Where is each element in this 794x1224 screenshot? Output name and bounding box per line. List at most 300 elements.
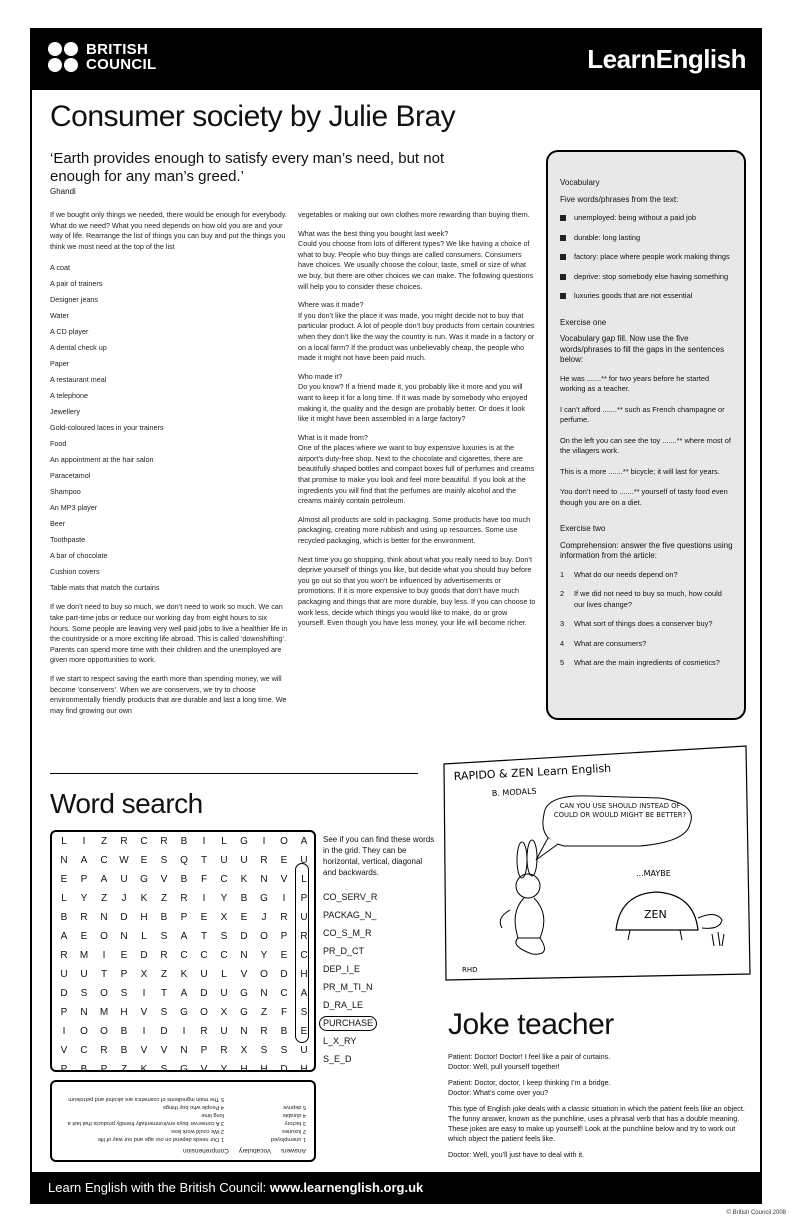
grid-row: [52, 1061, 314, 1079]
grid-letter[interactable]: M: [79, 950, 89, 961]
clue-text: PR_D_CT: [323, 946, 365, 956]
grid-letter[interactable]: S: [160, 855, 168, 866]
joke-line: This type of English joke deals with a classic situation in which the patient feels like an object. The funny answer, known as the punchline, uses a phrasal verb that has a double meaning. These jokes are easy to make up yourself! Look at the punchline below and try to work out which object the patient feels like.: [448, 1104, 745, 1143]
grid-letter[interactable]: R: [260, 855, 268, 866]
grid-letter[interactable]: R: [80, 912, 88, 923]
grid-letter[interactable]: V: [200, 1064, 208, 1075]
grid-letter[interactable]: N: [80, 1007, 88, 1018]
british-council-dots-icon: [48, 42, 78, 72]
vocab-heading: Vocabulary: [560, 178, 600, 187]
joke-line: Doctor: Well, you’ll just have to deal with it.: [448, 1150, 585, 1159]
joke-line: Patient: Doctor! Doctor! I feel like a pair of curtains.: [448, 1052, 611, 1061]
grid-letter[interactable]: C: [200, 950, 208, 961]
grid-letter[interactable]: V: [280, 874, 288, 885]
grid-letter[interactable]: V: [140, 1007, 148, 1018]
grid-letter[interactable]: O: [80, 1026, 88, 1037]
answer-comp-item: 1 Our needs depend on our age and our way of life: [97, 1136, 224, 1142]
vocabulary-box: [546, 150, 746, 720]
best-body: Could you choose from lots of different types? We like having a choice of what to buy. People who buy things are called consumers. Consumers have choices. We usually choose the colour, taste, smell or size of what we buy, but there are other choices we can make. The following questions will help you to consider these choices.: [298, 239, 534, 291]
exercise2-questions: [560, 570, 734, 669]
grid-row: [52, 909, 314, 927]
learn-english-logo[interactable]: LearnEnglish: [587, 44, 746, 74]
grid-letter[interactable]: U: [80, 969, 88, 980]
grid-letter[interactable]: R: [220, 1045, 228, 1056]
grid-letter[interactable]: R: [300, 931, 308, 942]
question-number: 3: [560, 619, 565, 628]
grid-letter[interactable]: U: [120, 874, 128, 885]
grid-letter[interactable]: K: [180, 969, 188, 980]
grid-row: [52, 947, 314, 965]
grid-letter[interactable]: E: [280, 950, 288, 961]
grid-letter[interactable]: T: [160, 988, 168, 999]
exercise2-heading: Exercise two: [560, 524, 606, 533]
best-heading: What was the best thing you bought last week?: [298, 228, 449, 238]
list-item: A telephone: [50, 391, 88, 401]
grid-letter[interactable]: N: [240, 950, 248, 961]
grid-letter[interactable]: U: [200, 969, 208, 980]
grid-letter[interactable]: B: [60, 912, 68, 923]
grid-letter[interactable]: I: [102, 950, 106, 961]
grid-letter[interactable]: B: [80, 1064, 88, 1075]
grid-row: [52, 966, 314, 984]
grid-letter[interactable]: X: [240, 1045, 248, 1056]
gap-fill-sentence: On the left you can see the toy .......** where most of the villagers work.: [560, 435, 731, 455]
list-item: A dental check up: [50, 343, 107, 353]
grid-letter[interactable]: M: [99, 1007, 109, 1018]
grid-letter[interactable]: G: [260, 893, 268, 904]
grid-letter[interactable]: N: [120, 931, 128, 942]
grid-letter[interactable]: G: [240, 1007, 248, 1018]
footer-bar: [30, 1172, 762, 1204]
vocab-term: factory: place where people work making things: [560, 252, 734, 263]
cartoon-title: RAPIDO & ZEN Learn English: [453, 761, 612, 783]
word-search-clue: [323, 978, 377, 996]
grid-letter[interactable]: A: [60, 931, 68, 942]
question-text: What are consumers?: [574, 638, 647, 648]
grid-letter[interactable]: P: [180, 912, 188, 923]
grid-letter[interactable]: C: [100, 855, 108, 866]
grid-letter[interactable]: U: [220, 988, 228, 999]
grid-letter[interactable]: D: [280, 1064, 288, 1075]
comprehension-question: [560, 619, 734, 630]
grid-letter[interactable]: P: [280, 931, 288, 942]
word-search-clue: [323, 924, 377, 942]
grid-letter[interactable]: Y: [220, 893, 228, 904]
grid-letter[interactable]: Z: [100, 893, 108, 904]
exercise1-sentences: [560, 374, 734, 509]
clue-text: PURCHASE: [319, 1016, 377, 1031]
list-item: Paracetamol: [50, 471, 91, 481]
vocab-term: luxuries goods that are not essential: [560, 291, 734, 302]
joke-title: Joke teacher: [448, 1008, 614, 1041]
vocab-term: deprive: stop somebody else having something: [560, 272, 734, 283]
grid-letter[interactable]: A: [100, 874, 108, 885]
word-search-clue: [323, 906, 377, 924]
grid-letter[interactable]: R: [100, 1045, 108, 1056]
grid-letter[interactable]: O: [260, 969, 268, 980]
grid-letter[interactable]: A: [80, 855, 88, 866]
grid-letter[interactable]: O: [100, 988, 108, 999]
grid-letter[interactable]: S: [220, 931, 228, 942]
grid-letter[interactable]: O: [100, 1026, 108, 1037]
list-item: Cushion covers: [50, 567, 100, 577]
footer-text: Learn English with the British Council:: [48, 1180, 267, 1195]
grid-letter[interactable]: U: [300, 855, 308, 866]
cartoon-signature: RHD: [462, 966, 478, 974]
where-heading: Where was it made?: [298, 300, 364, 310]
clue-text: L_X_RY: [323, 1036, 357, 1046]
grid-letter[interactable]: I: [202, 836, 206, 847]
clue-text: DEP_I_E: [323, 964, 361, 974]
grid-letter[interactable]: D: [240, 931, 248, 942]
grid-letter[interactable]: L: [221, 969, 227, 980]
grid-letter[interactable]: R: [180, 893, 188, 904]
grid-letter[interactable]: X: [220, 1007, 228, 1018]
grid-letter[interactable]: S: [80, 988, 88, 999]
grid-letter[interactable]: V: [160, 874, 168, 885]
word-search-title: Word search: [50, 788, 203, 819]
grid-letter[interactable]: R: [60, 950, 68, 961]
clue-text: CO_S_M_R: [323, 928, 372, 938]
comprehension-question: [560, 658, 734, 669]
grid-letter[interactable]: S: [260, 1045, 268, 1056]
grid-letter[interactable]: X: [140, 969, 148, 980]
grid-letter[interactable]: N: [60, 855, 68, 866]
grid-letter[interactable]: X: [220, 912, 228, 923]
intro-paragraph: If we bought only things we needed, there would be enough for everybody. What do we need? What you need depends on how old you are and your way of life. Rearrange the list of things you can buy and put the things you think we most need at the top of the list: [50, 210, 287, 251]
question-text: What sort of things does a conserver buy?: [574, 619, 713, 628]
grid-row: [52, 890, 314, 908]
clue-text: CO_SERV_R: [323, 892, 378, 902]
grid-letter[interactable]: G: [180, 1007, 188, 1018]
grid-row: [52, 852, 314, 870]
grid-letter[interactable]: G: [240, 988, 248, 999]
answers-vocab-heading: Vocabulary: [238, 1147, 272, 1154]
grid-letter[interactable]: Y: [260, 950, 268, 961]
grid-letter[interactable]: D: [120, 912, 128, 923]
word-search-word-list: [323, 888, 377, 1068]
grid-letter[interactable]: A: [180, 988, 188, 999]
answer-vocab-item: 2 luxuries: [282, 1128, 306, 1134]
list-item: Table mats that match the curtains: [50, 583, 160, 593]
grid-letter[interactable]: B: [180, 874, 188, 885]
grid-letter[interactable]: R: [120, 836, 128, 847]
grid-letter[interactable]: H: [300, 969, 308, 980]
answers-box: [50, 1080, 316, 1162]
header-bar: [30, 28, 762, 90]
answer-vocab-item: 4 durable: [282, 1112, 306, 1118]
grid-letter[interactable]: R: [280, 912, 288, 923]
grid-letter[interactable]: B: [120, 1026, 128, 1037]
grid-letter[interactable]: L: [141, 931, 147, 942]
answers-heading: Answers: [281, 1147, 306, 1154]
grid-letter[interactable]: C: [300, 950, 308, 961]
list-item: A CD player: [50, 327, 89, 337]
grid-letter[interactable]: U: [220, 1026, 228, 1037]
shopping-paragraph: Next time you go shopping, think about what you really need to buy. Don’t deprive yourself of things you like, but decide what you should buy before you go out so that you won’t be influenced by advertisements or promotions. If it is more expensive to buy goods that don’t have much packaging and things that are more durable, buy less. If you can choose to work less, decide which things you would like to make, do or grow yourself. Even though you have less money, your life will become richer.: [298, 554, 536, 628]
grid-letter[interactable]: G: [240, 836, 248, 847]
grid-letter[interactable]: I: [182, 1026, 186, 1037]
grid-letter[interactable]: Z: [160, 893, 168, 904]
grid-letter[interactable]: P: [200, 1045, 208, 1056]
grid-letter[interactable]: E: [300, 1026, 308, 1037]
grid-letter[interactable]: Z: [100, 836, 108, 847]
joke-line: Doctor: What’s come over you?: [448, 1088, 549, 1097]
grid-letter[interactable]: G: [140, 874, 148, 885]
grid-letter[interactable]: S: [160, 1007, 168, 1018]
word-search-clue: [323, 960, 377, 978]
grid-letter[interactable]: U: [60, 969, 68, 980]
grid-letter[interactable]: D: [140, 950, 148, 961]
grid-letter[interactable]: R: [160, 950, 168, 961]
grid-letter[interactable]: K: [140, 1064, 148, 1075]
footer-url[interactable]: www.learnenglish.org.uk: [269, 1180, 424, 1195]
grid-letter[interactable]: E: [280, 855, 288, 866]
conservers-paragraph: If we start to respect saving the earth more than spending money, we will become ‘conservers’. When we are conservers, we try to choose environmentally friendly products that are durable and last a long time. We may find growing our own: [50, 673, 287, 715]
comprehension-question: [560, 589, 734, 610]
grid-letter[interactable]: B: [280, 1026, 288, 1037]
question-text: What do our needs depend on?: [574, 569, 678, 579]
grid-letter[interactable]: V: [240, 969, 248, 980]
grid-letter[interactable]: F: [280, 1007, 288, 1018]
grid-letter[interactable]: D: [280, 969, 288, 980]
grid-letter[interactable]: B: [240, 893, 248, 904]
grid-letter[interactable]: C: [220, 874, 228, 885]
list-item: A restaurant meal: [50, 375, 107, 385]
grid-letter[interactable]: P: [300, 893, 308, 904]
who-heading: Who made it?: [298, 371, 343, 381]
grid-letter[interactable]: D: [160, 1026, 168, 1037]
list-item: Jewellery: [50, 407, 80, 417]
grid-letter[interactable]: T: [200, 931, 208, 942]
british-council-line2: COUNCIL: [86, 56, 157, 73]
grid-letter[interactable]: V: [140, 1045, 148, 1056]
cartoon-speech: CAN YOU USE SHOULD INSTEAD OF COULD OR WOULD MIGHT BE BETTER?: [553, 802, 687, 819]
question-number: 1: [560, 569, 565, 579]
word-search-clue: [323, 942, 377, 960]
list-item: A coat: [50, 263, 70, 273]
grid-letter[interactable]: N: [260, 874, 268, 885]
grid-letter[interactable]: C: [180, 950, 188, 961]
grid-letter[interactable]: L: [61, 836, 67, 847]
gap-fill-sentence: This is a more .......** bicycle; it will last for years.: [560, 466, 720, 476]
grid-letter[interactable]: U: [240, 855, 248, 866]
grid-letter[interactable]: K: [140, 893, 148, 904]
grid-row: [52, 928, 314, 946]
copyright: © British Council 2008: [726, 1210, 786, 1216]
word-search-clue: [323, 996, 377, 1014]
grid-letter[interactable]: C: [80, 1045, 88, 1056]
grid-letter[interactable]: H: [140, 912, 148, 923]
grid-letter[interactable]: S: [300, 1007, 308, 1018]
list-item: An appointment at the hair salon: [50, 455, 154, 465]
exercise1-instructions: Vocabulary gap fill. Now use the five words/phrases to fill the gaps in the sentences below:: [560, 334, 725, 364]
list-item: A pair of trainers: [50, 279, 103, 289]
grid-letter[interactable]: I: [142, 1026, 146, 1037]
grid-letter[interactable]: B: [160, 912, 168, 923]
grid-letter[interactable]: P: [100, 1064, 108, 1075]
list-item: Gold-coloured laces in your trainers: [50, 423, 164, 433]
grid-row: [52, 1004, 314, 1022]
grid-letter[interactable]: E: [200, 912, 208, 923]
cartoon-reply: ...MAYBE: [636, 869, 671, 878]
grid-letter[interactable]: E: [60, 874, 68, 885]
answers-comp-heading: Comprehension: [183, 1147, 229, 1154]
grid-letter[interactable]: I: [62, 1026, 66, 1037]
grid-letter[interactable]: Z: [120, 1064, 128, 1075]
grid-letter[interactable]: K: [240, 874, 248, 885]
grid-letter[interactable]: N: [100, 912, 108, 923]
grid-letter[interactable]: U: [300, 1045, 308, 1056]
grid-letter[interactable]: Z: [260, 1007, 268, 1018]
grid-letter[interactable]: O: [280, 836, 288, 847]
grid-letter[interactable]: A: [180, 931, 188, 942]
list-item: An MP3 player: [50, 503, 98, 513]
grid-letter[interactable]: R: [160, 836, 168, 847]
downshift-paragraph: If we don’t need to buy so much, we don’t need to work so much. We can take part-time jobs or reduce our working day from eight hours to six hours. Some people are leaving very well paid jobs to live a healthier life in the countryside or a more exciting life abroad. This is called ‘downshifting’. Parents can spend more time with their children and the unemployed are given more opportunities to work.: [50, 602, 288, 665]
vocab-term: unemployed: being without a paid job: [560, 213, 734, 224]
grid-letter[interactable]: O: [260, 931, 268, 942]
grid-letter[interactable]: E: [140, 855, 148, 866]
grid-letter[interactable]: A: [300, 988, 308, 999]
grid-letter[interactable]: I: [282, 893, 286, 904]
exercise2-instructions: Comprehension: answer the five questions using information from the article:: [560, 540, 733, 560]
grid-letter[interactable]: H: [120, 1007, 128, 1018]
grid-letter[interactable]: S: [120, 988, 128, 999]
grid-letter[interactable]: H: [240, 1064, 248, 1075]
where-body: If you don’t like the place it was made, you might decide not to buy that particular product. A lot of people don’t buy products from certain countries when they don’t like the way the country is run. Was it made in a factory or on a local farm? If the product was unbelievably cheap, the people who made it might not have been paid much.: [298, 310, 535, 363]
col2-start: vegetables or making our own clothes more rewarding than buying them.: [298, 210, 530, 219]
answer-vocab-item: 3 factory: [284, 1120, 306, 1126]
grid-letter[interactable]: B: [180, 836, 188, 847]
grid-letter[interactable]: S: [160, 1064, 168, 1075]
grid-letter[interactable]: S: [280, 1045, 288, 1056]
british-council-line1: BRITISH: [86, 41, 149, 58]
grid-letter[interactable]: W: [119, 855, 129, 866]
british-council-logo[interactable]: [48, 42, 156, 72]
grid-letter[interactable]: P: [60, 1007, 68, 1018]
grid-letter[interactable]: S: [160, 931, 168, 942]
cartoon-shell-label: ZEN: [644, 908, 667, 921]
gap-fill-sentence: He was .......** for two years before he started working as a teacher.: [560, 373, 710, 393]
question-number: 2: [560, 589, 565, 598]
grid-letter[interactable]: Y: [80, 893, 88, 904]
grid-letter[interactable]: H: [300, 1064, 308, 1075]
grid-letter[interactable]: L: [301, 874, 307, 885]
list-item: Shampoo: [50, 487, 81, 497]
grid-letter[interactable]: R: [260, 1026, 268, 1037]
list-item: A bar of chocolate: [50, 551, 108, 561]
grid-letter[interactable]: T: [100, 969, 108, 980]
grid-letter[interactable]: F: [200, 874, 208, 885]
question-text: What are the main ingredients of cosmetics?: [574, 658, 720, 667]
cartoon-drawing: [440, 742, 754, 982]
grid-letter[interactable]: V: [160, 1045, 168, 1056]
quote: ‘Earth provides enough to satisfy every man’s need, but not enough for any man’s greed.’: [50, 150, 445, 185]
word-search-clue: [323, 1032, 377, 1050]
grid-letter[interactable]: I: [142, 988, 146, 999]
grid-letter[interactable]: U: [300, 912, 308, 923]
grid-letter[interactable]: N: [260, 988, 268, 999]
grid-letter[interactable]: I: [82, 836, 86, 847]
grid-letter[interactable]: E: [120, 950, 128, 961]
grid-letter[interactable]: T: [200, 855, 208, 866]
comprehension-question: [560, 639, 734, 650]
grid-letter[interactable]: N: [180, 1045, 188, 1056]
grid-letter[interactable]: I: [202, 893, 206, 904]
grid-letter[interactable]: P: [80, 874, 88, 885]
grid-letter[interactable]: Q: [180, 855, 188, 866]
list-item: Toothpaste: [50, 535, 86, 545]
who-body: Do you know? If a friend made it, you probably like it more and you will want to keep it for a long time. If it was made by somebody who enjoyed making it, the quality and the design are probably better. Or does it look like it might have been assembled in a large factory?: [298, 382, 528, 424]
grid-letter[interactable]: L: [221, 836, 227, 847]
grid-letter[interactable]: U: [220, 855, 228, 866]
grid-letter[interactable]: P: [120, 969, 128, 980]
grid-letter[interactable]: H: [260, 1064, 268, 1075]
grid-letter[interactable]: Z: [160, 969, 168, 980]
grid-letter[interactable]: D: [200, 988, 208, 999]
grid-letter[interactable]: G: [180, 1064, 188, 1075]
grid-letter[interactable]: N: [240, 1026, 248, 1037]
word-search-grid[interactable]: [50, 830, 316, 1075]
what-body: One of the places where we want to buy expensive luxuries is at the airport’s duty-free shop. Next to the chocolate and cigarettes, there are beautifully shaped bottles and compact boxes full of perfumes and creams that promise to make you look and feel more beautiful. If you look at the ingredients you will find that the perfumes are mainly alcohol and the creams mainly contain petroleum.: [298, 443, 535, 506]
grid-letter[interactable]: A: [300, 836, 308, 847]
vocab-subheading: Five words/phrases from the text:: [560, 194, 679, 204]
grid-letter[interactable]: V: [60, 1045, 68, 1056]
answer-comp-item: 5 The main ingredients of cosmetics are alcohol and petroleum: [68, 1096, 224, 1102]
vocab-terms: [560, 213, 734, 302]
grid-letter[interactable]: C: [220, 950, 228, 961]
grid-letter[interactable]: R: [200, 1026, 208, 1037]
question-number: 5: [560, 658, 565, 667]
grid-letter[interactable]: I: [262, 836, 266, 847]
grid-letter[interactable]: E: [240, 912, 248, 923]
question-number: 4: [560, 638, 565, 648]
grid-letter[interactable]: D: [60, 988, 68, 999]
joke-line: Patient: Doctor, doctor, I keep thinking I’m a bridge.: [448, 1078, 611, 1087]
grid-letter[interactable]: C: [140, 836, 148, 847]
gap-fill-sentence: I can’t afford .......** such as French champagne or perfume.: [560, 404, 725, 424]
section-divider: [50, 773, 418, 774]
grid-letter[interactable]: L: [61, 893, 67, 904]
grid-letter[interactable]: C: [280, 988, 288, 999]
word-search-intro: See if you can find these words in the grid. They can be horizontal, vertical, diagonal and backwards.: [323, 835, 435, 877]
grid-letter[interactable]: J: [261, 912, 267, 923]
grid-letter[interactable]: O: [100, 931, 108, 942]
clue-text: D_RA_LE: [323, 1000, 364, 1010]
grid-letter[interactable]: J: [121, 893, 127, 904]
word-search-clue: [323, 1014, 377, 1032]
joke-line: Doctor: Well, pull yourself together!: [448, 1062, 560, 1071]
grid-letter[interactable]: P: [60, 1064, 68, 1075]
clue-text: PR_M_TI_N: [323, 982, 373, 992]
clue-text: S_E_D: [323, 1054, 352, 1064]
what-heading: What is it made from?: [298, 432, 368, 442]
gap-fill-sentence: You don’t need to .......** yourself of tasty food even though you are on a diet.: [560, 487, 728, 507]
grid-row: [52, 833, 314, 851]
grid-row: [52, 871, 314, 889]
grid-letter[interactable]: O: [200, 1007, 208, 1018]
cartoon-author: B. MODALS: [491, 786, 537, 798]
grid-letter[interactable]: Y: [220, 1064, 228, 1075]
packaging-paragraph: Almost all products are sold in packaging. Some products have too much packaging, creating more rubbish and using up resources. Some use recycled packaging, which is better for the environment.: [298, 514, 531, 546]
grid-letter[interactable]: E: [80, 931, 88, 942]
answer-comp-item: 2 We could work less: [171, 1128, 224, 1134]
grid-letter[interactable]: B: [120, 1045, 128, 1056]
cartoon: [440, 742, 754, 982]
answer-vocab-item: 1 unemployed: [270, 1136, 306, 1142]
vocab-term: durable: long lasting: [560, 233, 734, 244]
